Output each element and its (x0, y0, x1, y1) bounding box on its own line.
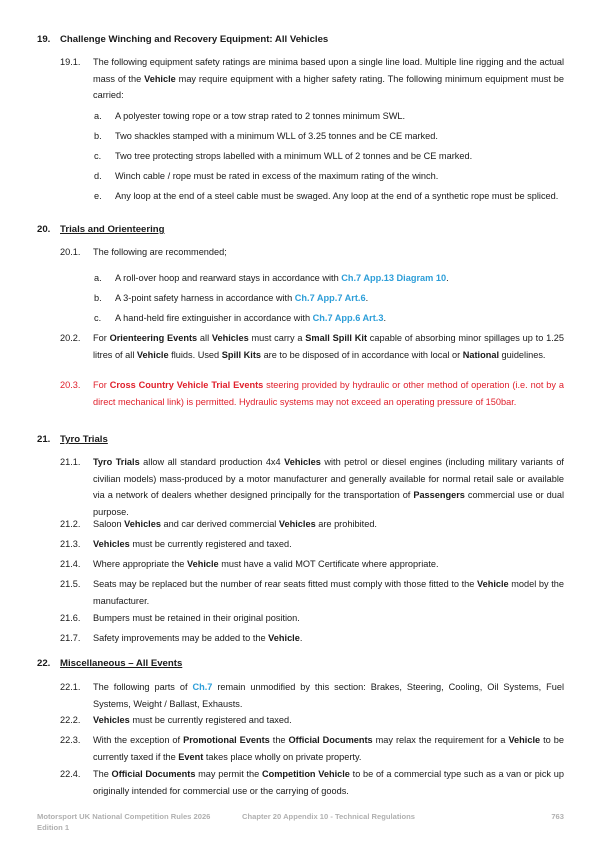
page-number: 763 (551, 812, 564, 821)
link-ch7[interactable]: Ch.7 (192, 682, 213, 692)
link-ch7-app7-art6[interactable]: Ch.7 App.7 Art.6 (294, 293, 366, 303)
section-heading-22: 22. Miscellaneous – All Events (37, 658, 183, 669)
paragraph-20-1: 20.1. The following are recommended; (60, 247, 227, 257)
paragraph-19-1: 19.1. The following equipment safety ratings are minima based upon a single line load. Multiple line rigging and the actual mass of the Vehicle may require equipment with a higher safety rating. The following minimum equipment must be carried: (60, 57, 564, 100)
link-ch7-app6-art3[interactable]: Ch.7 App.6 Art.3 (312, 313, 384, 323)
link-ch7-app13-diagram10[interactable]: Ch.7 App.13 Diagram 10 (341, 273, 447, 283)
paragraph-22-2: 22.2. Vehicles must be currently registered and taxed. (60, 715, 292, 725)
paragraph-21-1: 21.1. Tyro Trials allow all standard production 4x4 Vehicles with petrol or diesel engines (including military variants of civilian models) mass-produced by a motor manufacturer and generally available for normal retail sale or available via a network of dealers whether designed principally for the transportation of Passengers commercial use or dual purpose. (60, 457, 564, 517)
paragraph-22-4: 22.4. The Official Documents may permit the Competition Vehicle to be of a commercial type such as a van or pick up originally intended for commercial use or the carrying of goods. (60, 769, 564, 796)
section-heading-21: 21. Tyro Trials (37, 434, 108, 445)
list-item-19-d: d. Winch cable / rope must be rated in excess of the maximum rating of the winch. (94, 171, 439, 181)
footer-publication: Motorsport UK National Competition Rules 2026 Edition 1 (37, 812, 211, 832)
section-heading-19: 19. Challenge Winching and Recovery Equipment: All Vehicles (37, 34, 329, 45)
list-item-19-c: c. Two tree protecting strops labelled with a minimum WLL of 2 tonnes and be CE marked. (94, 151, 473, 161)
paragraph-21-5: 21.5. Seats may be replaced but the number of rear seats fitted must comply with those fitted to the Vehicle model by the manufacturer. (60, 579, 564, 606)
paragraph-22-3: 22.3. With the exception of Promotional Events the Official Documents may relax the requirement for a Vehicle to be currently taxed if the Event takes place wholly on private property. (60, 735, 564, 762)
list-item-19-a: a. A polyester towing rope or a tow strap rated to 2 tonnes minimum SWL. (94, 111, 406, 121)
paragraph-21-7: 21.7. Safety improvements may be added to the Vehicle. (60, 633, 303, 643)
list-item-19-e: e. Any loop at the end of a steel cable must be swaged. Any loop at the end of a synthetic rope must be spliced. (94, 191, 559, 201)
paragraph-21-2: 21.2. Saloon Vehicles and car derived commercial Vehicles are prohibited. (60, 519, 377, 529)
footer-chapter: Chapter 20 Appendix 10 - Technical Regulations (242, 812, 416, 821)
section-heading-20: 20. Trials and Orienteering (37, 224, 165, 235)
paragraph-21-6: 21.6. Bumpers must be retained in their original position. (60, 613, 300, 623)
list-item-20-c: c. A hand-held fire extinguisher in accordance with Ch.7 App.6 Art.3. (94, 313, 387, 323)
paragraph-20-2: 20.2. For Orienteering Events all Vehicles must carry a Small Spill Kit capable of absorbing minor spillages up to 1.25 litres of all Vehicle fluids. Used Spill Kits are to be disposed of in accordance with local or National guidelines. (60, 333, 564, 360)
list-item-19-b: b. Two shackles stamped with a minimum WLL of 3.25 tonnes and be CE marked. (94, 131, 438, 141)
paragraph-21-3: 21.3. Vehicles must be currently registered and taxed. (60, 539, 292, 549)
list-item-20-a: a. A roll-over hoop and rearward stays in accordance with Ch.7 App.13 Diagram 10. (94, 273, 449, 283)
paragraph-22-1: 22.1. The following parts of Ch.7 remain unmodified by this section: Brakes, Steering, Cooling, Oil Systems, Fuel Systems, Weight / Ballast, Exhausts. (60, 682, 564, 709)
list-item-20-b: b. A 3-point safety harness in accordance with Ch.7 App.7 Art.6. (94, 293, 369, 303)
paragraph-20-3: 20.3. For Cross Country Vehicle Trial Events steering provided by hydraulic or other method of operation (i.e. not by a direct mechanical link) is permitted. Hydraulic systems may not exceed an operating pressure of 150bar. (60, 380, 564, 407)
paragraph-21-4: 21.4. Where appropriate the Vehicle must have a valid MOT Certificate where appropriate. (60, 559, 439, 569)
